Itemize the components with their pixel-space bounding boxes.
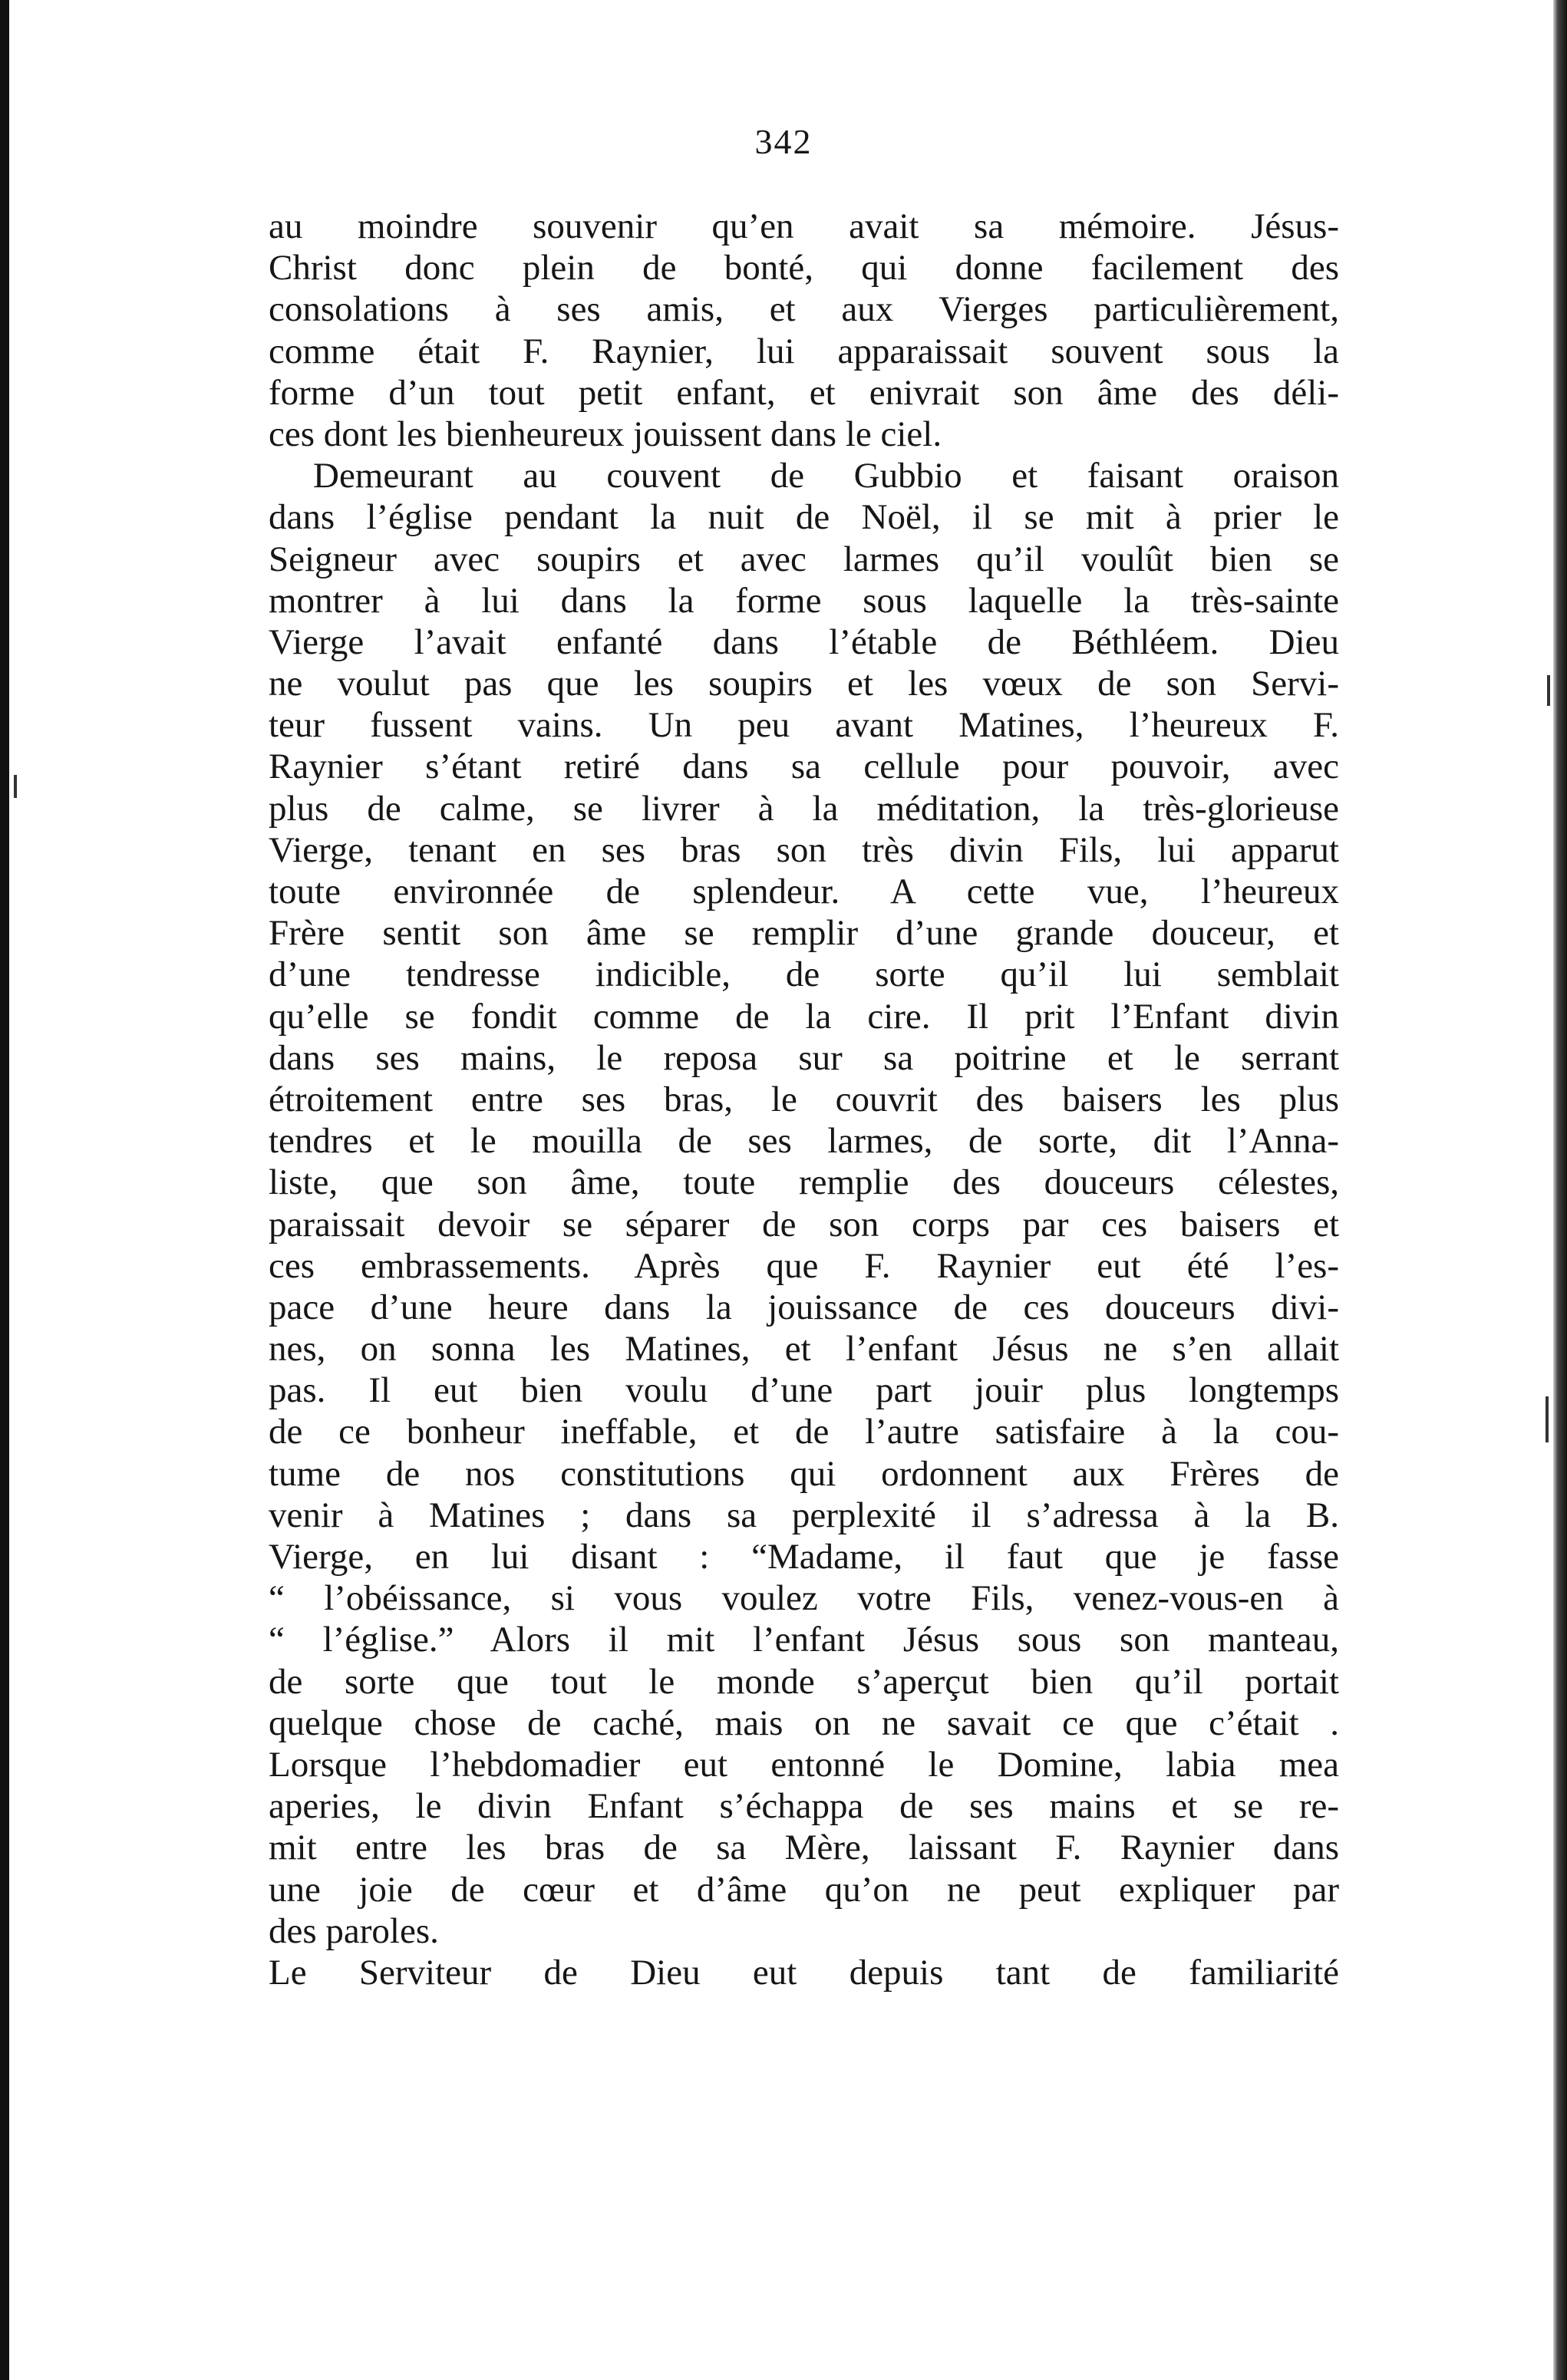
text-line: Raynier s’étant retiré dans sa cellule pour pouvoir, avec bbox=[269, 747, 1339, 787]
text-line: consolations à ses amis, et aux Vierges particulièrement, bbox=[269, 289, 1339, 330]
text-line: dans ses mains, le reposa sur sa poitrine et le serrant bbox=[269, 1037, 1339, 1078]
scan-edge-right bbox=[1553, 0, 1567, 2380]
text-line: “ l’église.” Alors il mit l’enfant Jésus sous son manteau, bbox=[269, 1620, 1339, 1660]
text-line: aperies, le divin Enfant s’échappa de ses mains et se re- bbox=[269, 1786, 1339, 1827]
text-line: Demeurant au couvent de Gubbio et faisant oraison bbox=[313, 456, 1339, 496]
scan-speck bbox=[1547, 675, 1550, 706]
text-line: de sorte que tout le monde s’aperçut bien qu’il portait bbox=[269, 1661, 1339, 1702]
text-line: venir à Matines ; dans sa perplexité il s’adressa à la B. bbox=[269, 1495, 1339, 1535]
text-line: des paroles. bbox=[269, 1910, 439, 1951]
text-line: toute environnée de splendeur. A cette vue, l’heureux bbox=[269, 872, 1339, 911]
text-line: Seigneur avec soupirs et avec larmes qu’il voulût bien se bbox=[269, 539, 1339, 579]
text-line: au moindre souvenir qu’en avait sa mémoire. Jésus- bbox=[269, 206, 1339, 246]
scan-speck bbox=[1546, 1396, 1549, 1442]
text-line: teur fussent vains. Un peu avant Matines, l’heureux F. bbox=[269, 705, 1339, 746]
page-number: 342 bbox=[754, 122, 813, 161]
body-text bbox=[269, 206, 1339, 1993]
text-line: plus de calme, se livrer à la méditation, la très-glorieuse bbox=[269, 788, 1339, 829]
text-line: étroitement entre ses bras, le couvrit des baisers les plus bbox=[269, 1079, 1339, 1119]
text-line: tendres et le mouilla de ses larmes, de sorte, dit l’Anna- bbox=[269, 1121, 1339, 1162]
text-line: paraissait devoir se séparer de son corps par ces baisers et bbox=[269, 1204, 1339, 1244]
text-line: Le Serviteur de Dieu eut depuis tant de familiarité bbox=[269, 1952, 1339, 1993]
text-line: Vierge, en lui disant : “Madame, il faut que je fasse bbox=[269, 1537, 1339, 1577]
text-line: pace d’une heure dans la jouissance de ces douceurs divi- bbox=[269, 1287, 1339, 1327]
text-line: “ l’obéissance, si vous voulez votre Fils, venez-vous-en à bbox=[269, 1578, 1339, 1619]
text-line: pas. Il eut bien voulu d’une part jouir plus longtemps bbox=[269, 1370, 1339, 1411]
text-line: montrer à lui dans la forme sous laquelle la très-sainte bbox=[269, 580, 1339, 621]
text-line: qu’elle se fondit comme de la cire. Il prit l’Enfant divin bbox=[269, 996, 1339, 1037]
text-line: tume de nos constitutions qui ordonnent aux Frères de bbox=[269, 1453, 1339, 1494]
text-line: Frère sentit son âme se remplir d’une grande douceur, et bbox=[269, 913, 1339, 954]
text-line: d’une tendresse indicible, de sorte qu’il lui semblait bbox=[269, 954, 1339, 995]
text-line: Christ donc plein de bonté, qui donne facilement des bbox=[269, 248, 1339, 288]
text-line: Vierge, tenant en ses bras son très divin Fils, lui apparut bbox=[269, 829, 1339, 870]
scan-speck bbox=[14, 775, 17, 798]
text-line: une joie de cœur et d’âme qu’on ne peut expliquer par bbox=[269, 1869, 1339, 1910]
text-line: de ce bonheur ineffable, et de l’autre satisfaire à la cou- bbox=[269, 1412, 1339, 1452]
text-line: quelque chose de caché, mais on ne savait ce que c’était . bbox=[269, 1703, 1339, 1743]
text-line: mit entre les bras de sa Mère, laissant F. Raynier dans bbox=[269, 1828, 1339, 1868]
text-line: nes, on sonna les Matines, et l’enfant Jésus ne s’en allait bbox=[269, 1329, 1339, 1370]
scan-edge-left bbox=[0, 0, 9, 2380]
text-line: comme était F. Raynier, lui apparaissait souvent sous la bbox=[269, 331, 1339, 371]
text-line: liste, que son âme, toute remplie des douceurs célestes, bbox=[269, 1162, 1339, 1203]
text-line: Lorsque l’hebdomadier eut entonné le Domine, labia mea bbox=[269, 1744, 1339, 1785]
text-line: ces embrassements. Après que F. Raynier eut été l’es- bbox=[269, 1245, 1339, 1286]
text-line: ces dont les bienheureux jouissent dans le ciel. bbox=[269, 414, 942, 454]
text-line: ne voulut pas que les soupirs et les vœux de son Servi- bbox=[269, 664, 1339, 704]
text-line: Vierge l’avait enfanté dans l’étable de Béthléem. Dieu bbox=[269, 621, 1339, 662]
text-line: dans l’église pendant la nuit de Noël, il se mit à prier le bbox=[269, 497, 1339, 538]
text-line: forme d’un tout petit enfant, et enivrait son âme des déli- bbox=[269, 372, 1339, 413]
